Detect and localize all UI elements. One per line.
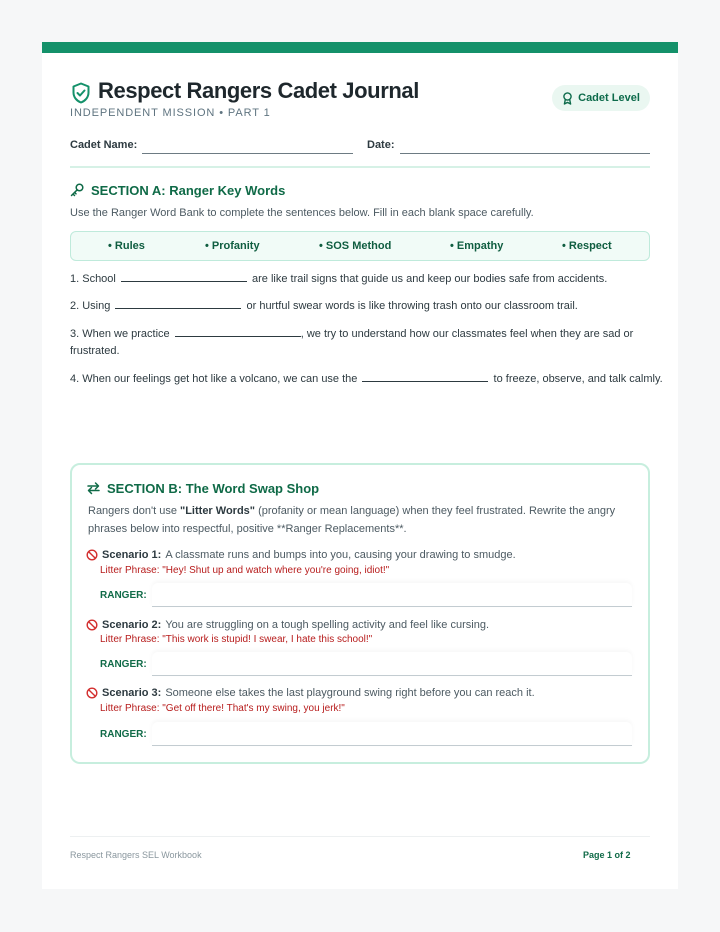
- question-text: 4. When our feelings get hot like a volcano, we can use the: [70, 373, 358, 385]
- footer-workbook-name: Respect Rangers SEL Workbook: [70, 850, 202, 860]
- question-4: [70, 371, 663, 388]
- ranger-replacement-input[interactable]: [152, 652, 632, 676]
- question-text: 2. Using: [70, 300, 111, 312]
- cadet-name-line[interactable]: [142, 153, 353, 154]
- section-a-instructions: Use the Ranger Word Bank to complete the sentences below. Fill in each blank space carefully.: [70, 207, 534, 219]
- ranger-label: RANGER:: [100, 659, 147, 670]
- page-number: Page 1 of 2: [583, 850, 631, 860]
- swap-arrows-icon: [86, 481, 101, 495]
- scenario-label: Scenario 3:: [102, 687, 162, 699]
- question-text: 3. When we practice: [70, 328, 170, 340]
- prohibited-icon: [86, 549, 98, 561]
- scenario-3: [86, 687, 535, 699]
- intro-text: (profanity or mean language) when they feel frustrated. Rewrite the angry: [255, 505, 616, 517]
- question-3-continued: frustrated.: [70, 345, 120, 357]
- fill-blank[interactable]: [175, 326, 301, 337]
- scenario-text: Someone else takes the last playground swing right before you can reach it.: [165, 687, 535, 699]
- scenario-label: Scenario 2:: [102, 619, 162, 631]
- word-bank-item: • Respect: [562, 240, 612, 252]
- award-icon: [562, 92, 573, 105]
- litter-phrase: Litter Phrase: "Get off there! That's my swing, you jerk!": [100, 703, 345, 714]
- question-text: , we try to understand how our classmates feel when they are sad or: [300, 328, 634, 340]
- section-b-intro-line2: phrases below into respectful, positive **Ranger Replacements**.: [88, 523, 407, 535]
- question-text: 1. School: [70, 273, 116, 285]
- page-subtitle: INDEPENDENT MISSION • PART 1: [70, 107, 271, 119]
- scenario-text: You are struggling on a tough spelling activity and feel like cursing.: [165, 619, 489, 631]
- word-bank-item: • Profanity: [205, 240, 260, 252]
- question-3: [70, 326, 633, 343]
- footer-divider: [70, 836, 650, 837]
- question-1: [70, 271, 607, 288]
- fill-blank[interactable]: [362, 371, 488, 382]
- scenario-text: A classmate runs and bumps into you, causing your drawing to smudge.: [165, 549, 516, 561]
- shield-check-icon: [71, 82, 91, 104]
- badge-label: Cadet Level: [578, 92, 640, 104]
- question-text: to freeze, observe, and talk calmly.: [493, 373, 663, 385]
- word-bank: [70, 231, 650, 261]
- scenario-1: [86, 549, 516, 561]
- scenario-2: [86, 619, 489, 631]
- top-accent-bar: [42, 42, 678, 53]
- intro-bold: "Litter Words": [180, 505, 256, 517]
- key-icon: [70, 183, 84, 197]
- cadet-level-badge: [552, 85, 650, 111]
- word-bank-item: • Rules: [108, 240, 145, 252]
- question-2: [70, 298, 578, 315]
- worksheet-page: [42, 42, 678, 889]
- date-label: Date:: [367, 139, 395, 151]
- date-line[interactable]: [400, 153, 650, 154]
- section-b-heading: SECTION B: The Word Swap Shop: [107, 481, 320, 496]
- scenario-label: Scenario 1:: [102, 549, 162, 561]
- section-a-heading: SECTION A: Ranger Key Words: [91, 183, 286, 198]
- fill-blank[interactable]: [121, 271, 247, 282]
- prohibited-icon: [86, 687, 98, 699]
- word-bank-item: • SOS Method: [319, 240, 392, 252]
- prohibited-icon: [86, 619, 98, 631]
- cadet-name-label: Cadet Name:: [70, 139, 138, 151]
- question-text: or hurtful swear words is like throwing trash onto our classroom trail.: [246, 300, 578, 312]
- question-text: are like trail signs that guide us and keep our bodies safe from accidents.: [252, 273, 608, 285]
- header-divider: [70, 166, 650, 168]
- ranger-replacement-input[interactable]: [152, 583, 632, 607]
- page-title: Respect Rangers Cadet Journal: [98, 78, 419, 103]
- litter-phrase: Litter Phrase: "Hey! Shut up and watch where you're going, idiot!": [100, 565, 390, 576]
- section-b-intro-line1: [88, 505, 615, 517]
- section-b-card: [70, 463, 650, 764]
- word-bank-item: • Empathy: [450, 240, 504, 252]
- ranger-label: RANGER:: [100, 729, 147, 740]
- ranger-label: RANGER:: [100, 590, 147, 601]
- fill-blank[interactable]: [115, 298, 241, 309]
- litter-phrase: Litter Phrase: "This work is stupid! I swear, I hate this school!": [100, 634, 373, 645]
- ranger-replacement-input[interactable]: [152, 722, 632, 746]
- intro-text: Rangers don't use: [88, 505, 180, 517]
